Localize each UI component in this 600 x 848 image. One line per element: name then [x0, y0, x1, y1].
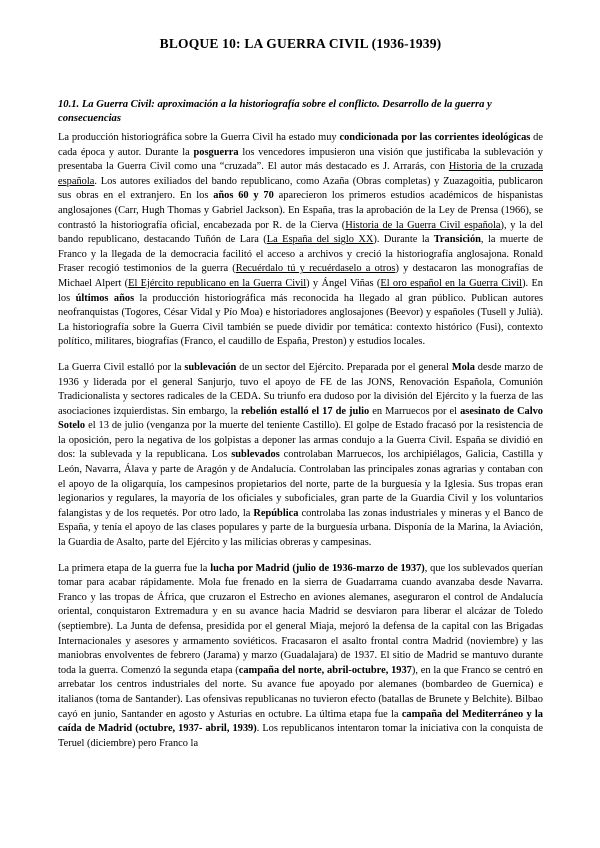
- text-run: el 13 de julio (venganza por la muerte del teniente Castillo). El golpe de Estado fracasó por la resistencia de la oposición, pero la negativa de los golpistas a deponer las armas condujo a la Guerra Civil. España se dividió en dos: la sublevada y la republicana. Los: [58, 420, 543, 461]
- text-run: ), y la del bando republicano, destacando Tuñón de Lara (: [58, 219, 543, 246]
- bold-emphasis: rebelión estalló el 17 de julio: [241, 405, 370, 417]
- text-run: La producción historiográfica sobre la Guerra Civil ha estado muy: [58, 132, 340, 143]
- bold-emphasis: Transición: [433, 234, 481, 246]
- text-run: la producción historiográfica más reconocida ha llegado al gran público. Publican autores neofranquistas (Togores, César Vidal y Pío Moa) e historiadores anglosajones (Beevor) y españoles (Tusell y Julià). La historiografía sobre la Guerra Civil también se puede dividir por temática: contexto histórico (Fusi), contexto político, militares, biografías (Franco, el caudillo de España, Preston) y estudios locales.: [58, 292, 543, 348]
- text-run: ), en la que Franco se centró en arrebatar los centros industriales del norte. Su avance fue apoyado por alemanes (bombardeo de Guernica) e italianos (toma de Santander). Las ofensivas republicanas no tuvieron efecto (batallas de Brunete y Belchite). Bilbao cayó en junio, Santander en agosto y Asturias en octubre. La última etapa fue la: [58, 664, 544, 720]
- bold-emphasis: República: [253, 507, 299, 519]
- underlined-title: El Ejército republicano en la Guerra Civil: [128, 277, 307, 289]
- text-run: . Los autores exiliados del bando republicano, como Azaña (Obras completas) y Zuazagoitia, publicaron sus obras en el extranjero. En los: [58, 175, 543, 202]
- paragraph-historiography: [58, 131, 543, 350]
- underlined-title: Historia de la Guerra Civil española: [345, 219, 501, 231]
- text-run: ). Durante la: [373, 234, 434, 246]
- text-run: desde marzo de 1936 y liderada por el general Sanjurjo, tuvo el apoyo de FE de las JONS, Renovación Española, Comunión Tradicionalista y sectores radicales de la CEDA. Su triunfo era dudoso por la división del Ejército y la fuerza de las asociaciones izquierdistas. Sin embargo, la: [58, 361, 543, 417]
- text-run: de cada época y autor. Durante la: [58, 132, 543, 158]
- bold-emphasis: años 60 y 70: [213, 190, 274, 202]
- underlined-title: El oro español en la Guerra Civil: [380, 277, 523, 289]
- text-run: controlaban Marruecos, los archipiélagos, Galicia, Castilla y León, Navarra, Álava y parte de Aragón y de Andalucía. Controlaban las principales zonas agrarias y contaban con el apoyo de la oligarquía, los campesinos propietarios del norte, parte de la burguesía y la Iglesia. Sus tropas eran legionarios y regulares, la mayoría de los oficiales y suboficiales, gran parte de la Guardia Civil y los voluntarios falangistas y de los requetés. Por otro lado, la: [58, 449, 543, 519]
- underlined-title: La España del siglo XX: [266, 234, 374, 246]
- paragraph-war-stages: [58, 562, 543, 752]
- text-run: , la muerte de Franco y la llegada de la democracia facilitó el acceso a archivos y creció la historiografía anglosajona. Ronald Fraser recogió testimonios de la guerra (: [58, 234, 544, 275]
- text-run: . Los republicanos intentaron tomar la iniciativa con la conquista de Teruel (diciembre) pero Franco la: [58, 723, 543, 749]
- text-run: , que los sublevados querían tomar para acabar rápidamente. Mola fue frenado en la sierra de Guadarrama cuando avanzaba desde Navarra. Franco y las tropas de África, que cruzaron el Estrecho en aviones alemanes, aseguraron el control de Andalucía oriental, conquistaron Extremadura y en su avance hacia Madrid se desviaron para liberar el alcázar de Toledo (septiembre). La Junta de defensa, presidida por el general Miaja, mejoró la defensa de la capital con las Brigadas Internacionales y asesores y armamento soviéticos. Fracasaron el asalto frontal contra Madrid (noviembre) y las maniobras envolventes de febrero (Jarama) y marzo (Guadalajara) de 1937. El sitio de Madrid se mantuvo durante toda la guerra. Comenzó la segunda etapa (: [58, 562, 543, 676]
- text-run: de un sector del Ejército. Preparada por el general: [236, 361, 452, 373]
- underlined-title: Recuérdalo tú y recuérdaselo a otros: [235, 263, 396, 275]
- text-run: La primera etapa de la guerra fue la: [58, 562, 211, 574]
- bold-emphasis: últimos años: [75, 292, 135, 304]
- text-run: en Marruecos por el: [369, 405, 461, 417]
- bold-emphasis: sublevación: [184, 361, 237, 373]
- text-run: ). En los: [58, 277, 543, 304]
- text-run: La Guerra Civil estalló por la: [58, 361, 185, 373]
- underlined-title: Historia de la cruzada española: [58, 161, 544, 187]
- text-run: los vencedores impusieron una visión que justificaba la sublevación y presentaba la Guerra Civil como una “cruzada”. El autor más destacado es J. Arrarás, con: [58, 146, 543, 173]
- section-heading: 10.1. La Guerra Civil: aproximación a la historiografía sobre el conflicto. Desarrollo de la guerra y consecuencias: [58, 99, 492, 124]
- bold-emphasis: campaña del norte, abril-octubre, 1937: [238, 664, 412, 676]
- text-run: aparecieron los primeros estudios académicos de hispanistas anglosajones (Carr, Hugh Thomas y Gabriel Jackson). En España, tras la aprobación de la Ley de Prensa (1966), se contrastó la historiografía oficial, encabezada por R. de la Cierva (: [58, 190, 543, 231]
- bold-emphasis: condicionada por las corrientes ideológicas: [339, 132, 531, 143]
- bold-emphasis: posguerra: [193, 146, 239, 158]
- bold-emphasis: asesinato de Calvo Sotelo: [58, 405, 543, 432]
- bold-emphasis: Mola: [451, 361, 475, 373]
- bold-emphasis: campaña del Mediterráneo y la caída de Madrid (octubre, 1937- abril, 1939): [58, 708, 543, 735]
- document-title: BLOQUE 10: LA GUERRA CIVIL (1936-1939): [159, 36, 442, 51]
- paragraph-uprising: [58, 361, 543, 551]
- bold-emphasis: lucha por Madrid (julio de 1936-marzo de 1937): [210, 562, 425, 574]
- text-run: controlaba las zonas industriales y mineras y el Banco de España, y tenía el apoyo de las clases populares y parte de la burguesía urbana. Disponía de la Marina, la Aviación, la Guardia de Asalto, parte del Ejército y las milicias obreras y campesinas.: [58, 507, 543, 549]
- text-run: ) y Ángel Viñas (: [306, 277, 381, 289]
- bold-emphasis: sublevados: [231, 449, 280, 461]
- text-run: ) y destacaron las monografías de Michael Alpert (: [58, 263, 543, 289]
